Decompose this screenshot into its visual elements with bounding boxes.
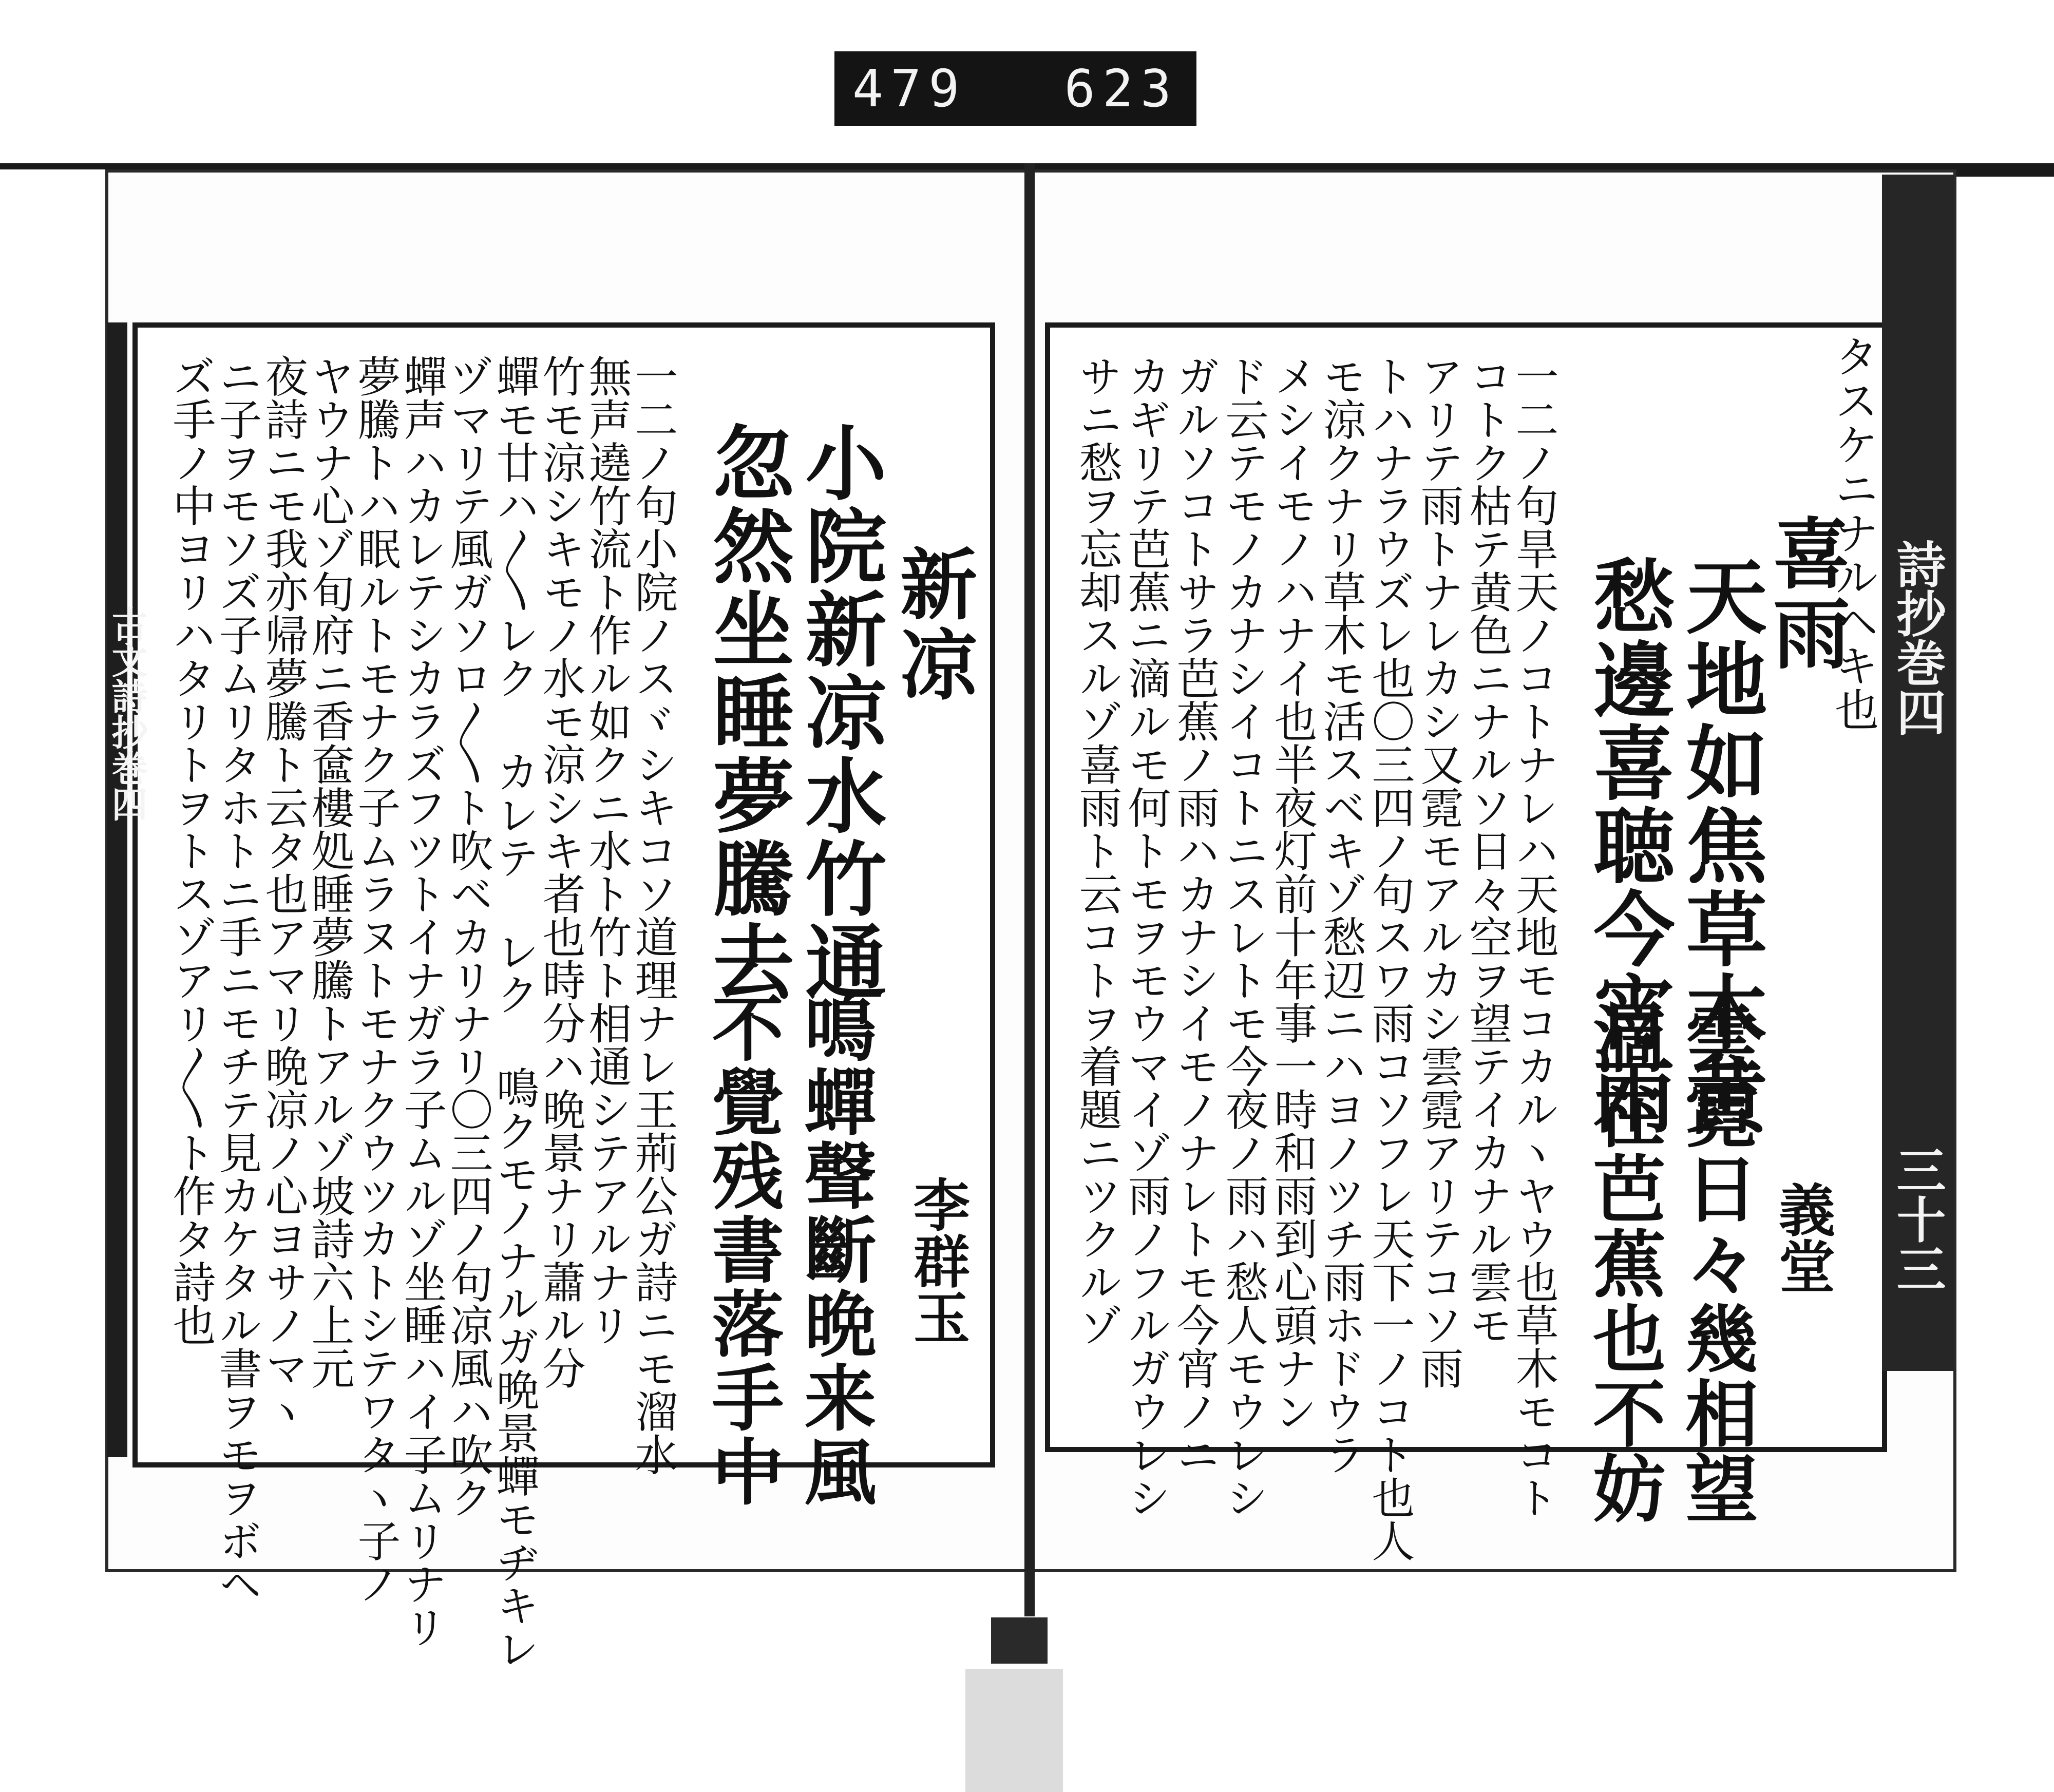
left-poem-line-1: 小院新凉水竹通 (792, 421, 887, 1003)
archive-number-right: 623 (1064, 59, 1179, 119)
left-page-edge-strip (107, 322, 127, 1457)
right-page-intro: タスケニナルヘキ也 (1827, 334, 1878, 731)
left-commentary-col-11: ズ手ノ中ヨリハタリトヲトスゾアリ〳〵ト作タ詩也 (166, 354, 216, 1346)
archive-number-left: 479 (852, 59, 967, 119)
right-poem-line-2: 愁邊喜聴今宵雨 (1580, 555, 1675, 1137)
left-poem-line-3: 鳴蟬聲斷晩来風 (792, 991, 877, 1509)
right-page-number: 三十三 (1889, 1145, 1947, 1293)
left-poem-line-2: 忽然坐睡夢騰去 (699, 421, 794, 1003)
left-commentary-col-2: 無声遶竹流ト作ル如クニ水ト竹ト相通シテアルナリ (582, 354, 632, 1346)
left-commentary-col-8: ヤウナ心ゾ旬府ニ香奩樓処睡夢騰トアルゾ坡詩六上元 (305, 354, 355, 1389)
right-commentary-col-7: ド云テモノカナシイコトニスレトモ今夜ノ雨ハ愁人モウレシ (1219, 354, 1269, 1519)
left-commentary-col-4: 蟬モ廿ハ〳〵レク カレテ レク 鳴クモノナルガ晩景蟬モヂキレ (489, 354, 540, 1670)
left-commentary-col-1: 一二ノ句小院ノスヾシキコソ道理ナレ王荊公ガ詩ニモ溜水 (628, 354, 678, 1476)
right-poem-line-4: 滴在芭蕉也不妨 (1581, 1001, 1666, 1526)
right-commentary-col-10: サニ愁ヲ忘却スルゾ喜雨ト云コトヲ着題ニツクルゾ (1072, 354, 1123, 1346)
right-page-title: 喜雨 (1760, 513, 1850, 674)
left-page-margin-title: 古文詩抄巻四 (106, 606, 148, 822)
left-commentary-col-10: ニ子ヲモソズ子ムリタホトニ手ニモチテ見カケタル書ヲモヲボヘ (212, 354, 262, 1605)
right-commentary-col-2: コトク枯テ黄色ニナルソ日々空ヲ望テイカナル雲モ (1462, 354, 1513, 1346)
left-poem-line-4: 不覺残書落手中 (700, 991, 784, 1509)
right-page-margin-title: 詩抄巻四 (1889, 539, 1947, 736)
right-page-author: 義堂 (1770, 1181, 1836, 1294)
left-commentary-col-6: 蟬声ハカレテシカラズフツトイナガラ子ムルゾ坐睡ハイ子ムリナリ (397, 354, 447, 1648)
gutter-smudge (991, 1617, 1048, 1664)
right-poem-line-1: 天地如焦草木黄 (1672, 555, 1767, 1137)
right-commentary-col-4: トハナラウズレ也〇三四ノ句スワ雨コソフレ天下一ノコト也人 (1365, 354, 1415, 1562)
right-commentary-col-9: カギリテ芭蕉ニ滴ルモ何トモヲモウマイゾ雨ノフルガウレシ (1121, 354, 1171, 1519)
book-top-edge-right (1956, 163, 2054, 177)
left-commentary-col-5: ヅマリテ風ガソロ〳〵ト吹ベカリナリ〇三四ノ句凉風ハ吹ク (443, 354, 493, 1519)
right-poem-line-3: 雲霓日々幾相望 (1673, 1001, 1758, 1526)
book-gutter (1024, 163, 1035, 1616)
right-commentary-col-6: メシイモノハナイ也半夜灯前十年事一時和雨到心頭ナン (1267, 354, 1318, 1433)
right-commentary-col-5: モ涼クナリ草木モ活スベキゾ愁辺ニハヨノツチ雨ホドウラ (1316, 354, 1366, 1476)
archive-number-label (834, 51, 1196, 126)
left-page-author: 李群玉 (904, 1176, 971, 1345)
right-commentary-col-1: 一二ノ句旱天ノコトナレハ天地モコカルヽヤウ也草木モコト (1509, 354, 1559, 1519)
gutter-smudge-lower (965, 1669, 1063, 1792)
left-commentary-col-9: 夜詩ニモ我亦帰夢騰ト云タ也アマリ晩凉ノ心ヨサノマヽ (258, 354, 309, 1433)
left-commentary-col-7: 夢騰トハ眠ルトモナク子ムラヌトモナクウツカトシテワタヽ子ノ (351, 354, 401, 1605)
right-commentary-col-8: ガルソコトサラ芭蕉ノ雨ハカナシイモノナレトモ今宵ノニ (1170, 354, 1220, 1476)
right-commentary-col-3: アリテ雨トナレカシ又霓モアルカシ雲霓アリテコソ雨 (1414, 354, 1464, 1389)
left-commentary-col-3: 竹モ涼シキモノ水モ涼シキ者也時分ハ晩景ナリ蕭ル分 (536, 354, 586, 1389)
left-page-title: 新凉 (887, 544, 977, 704)
